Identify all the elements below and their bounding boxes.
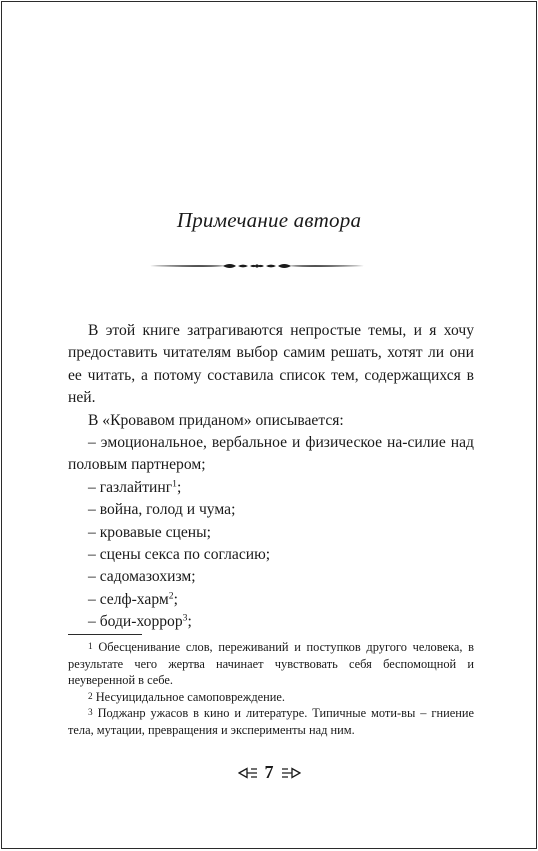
list-item	[68, 589, 474, 611]
page-folio	[2, 762, 536, 783]
list-item	[68, 611, 474, 633]
body-text	[68, 320, 474, 634]
list-item-text: – селф-харм	[88, 590, 169, 608]
list-item-text: – боди-хоррор	[88, 613, 183, 631]
list-item: – садомазохизм;	[88, 568, 196, 586]
footnote	[68, 639, 474, 689]
list-item-punct: ;	[187, 613, 192, 631]
footnote-ref: 2	[168, 590, 174, 602]
flourish-divider-icon	[150, 258, 364, 274]
chapter-title: Примечание автора	[176, 208, 362, 232]
footnotes	[68, 639, 474, 739]
list-item: – сцены секса по согласию;	[88, 546, 271, 564]
footnote-ref: 3	[182, 612, 188, 624]
footnote-mark: 3	[88, 708, 93, 719]
footnote-mark: 1	[88, 642, 93, 653]
footnote-text: Обесценивание слов, переживаний и поступков другого человека, в результате чего жертва начинает чувствовать себя беспомощной и неуверенной в себе.	[68, 640, 474, 688]
footnote	[68, 705, 474, 738]
list-item: – кровавые сцены;	[88, 523, 211, 541]
footnote-ref: 1	[172, 478, 177, 490]
right-arrow-ornament-icon	[281, 767, 301, 779]
footnote	[68, 689, 474, 706]
list-item-punct: ;	[176, 478, 182, 496]
list-item: – война, голод и чума;	[88, 501, 236, 519]
intro-paragraph: В этой книге затрагиваются непростые темы, и я хочу предоставить читателям выбор самим решать, хотят ли они ее читать, а потому составила список тем, содержащихся в ней.	[68, 322, 474, 407]
footnote-mark: 2	[88, 691, 93, 702]
page-number: 7	[264, 762, 274, 782]
list-item	[68, 477, 474, 499]
list-item: – эмоциональное, вербальное и физическое на-силие над половым партнером;	[68, 434, 474, 474]
list-item-punct: ;	[173, 590, 178, 608]
book-page	[1, 1, 537, 849]
topics-lead: В «Кровавом приданом» описывается:	[88, 411, 344, 429]
footnote-divider	[68, 634, 142, 635]
footnote-text: Несуицидальное самоповреждение.	[92, 689, 286, 704]
left-arrow-ornament-icon	[238, 767, 258, 779]
footnote-text: Поджанр ужасов в кино и литературе. Типичные моти-вы – гниение тела, мутации, превращения и эксперименты над ним.	[68, 706, 474, 737]
list-item-text: – газлайтинг	[88, 478, 173, 496]
